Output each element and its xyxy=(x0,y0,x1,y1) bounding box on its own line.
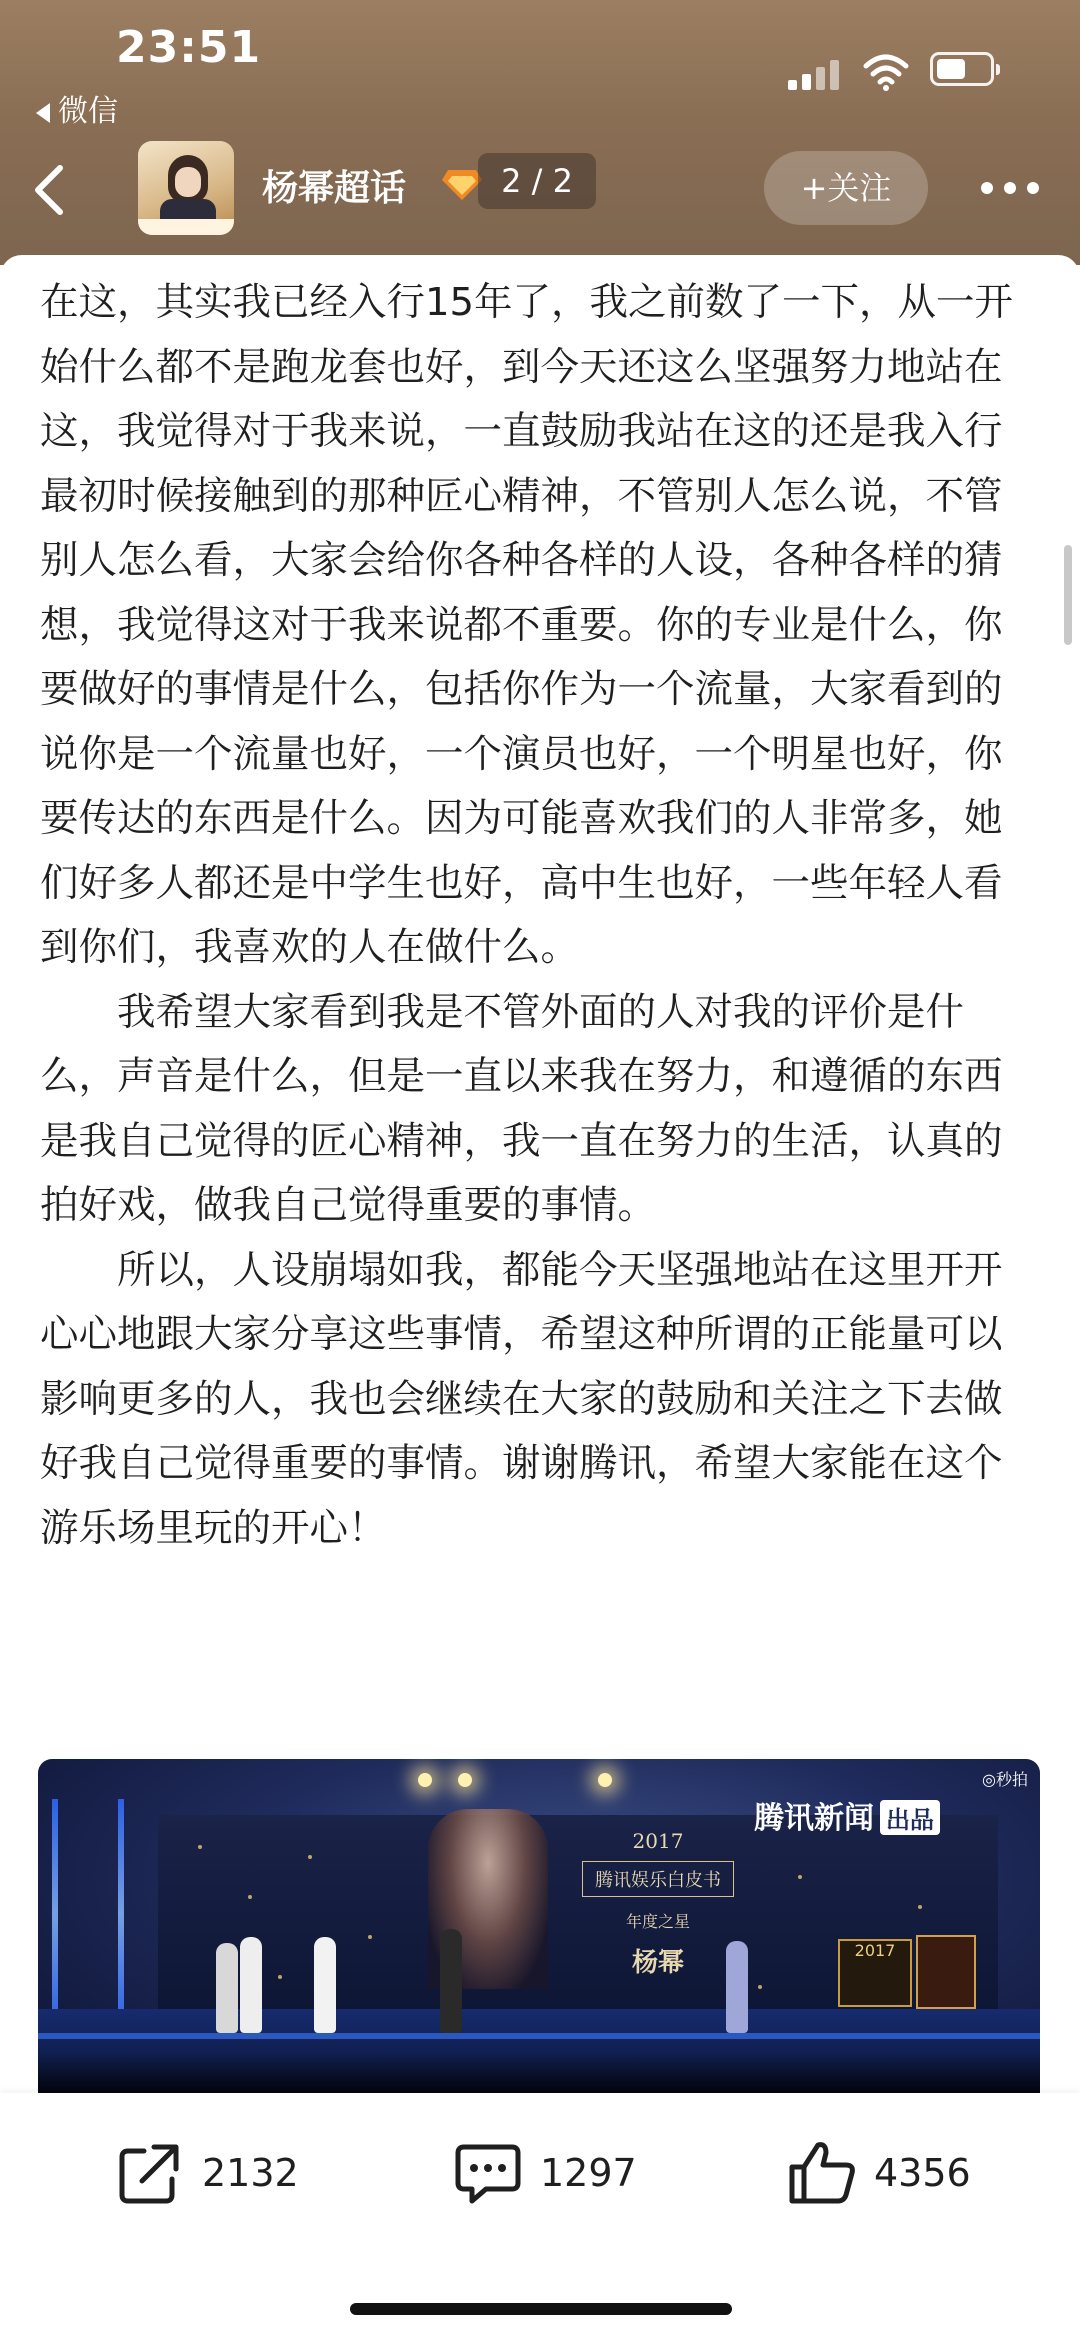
video-player[interactable] xyxy=(38,1759,1040,2093)
video-logo-tag: 出品 xyxy=(880,1800,940,1835)
status-time: 23:51 xyxy=(116,22,262,73)
wifi-icon xyxy=(862,52,910,92)
back-to-app[interactable] xyxy=(36,86,118,130)
post-content xyxy=(0,255,1080,2093)
award-subtitle: 年度之星 xyxy=(625,1912,690,1931)
share-button[interactable] xyxy=(114,2133,299,2213)
battery-icon xyxy=(930,52,994,86)
crowd-shadow xyxy=(38,2053,1040,2093)
signal-icon xyxy=(788,58,844,90)
video-logo-text: 腾讯新闻 xyxy=(754,1801,874,1836)
follow-button[interactable]: +关注 xyxy=(764,151,928,225)
share-count: 2132 xyxy=(202,2151,299,2195)
award-title: 腾讯娱乐白皮书 xyxy=(582,1861,734,1897)
article-paragraph: 在这，其实我已经入行15年了，我之前数了一下，从一开始什么都不是跑龙套也好，到今天还这么坚强努力地站在这，我觉得对于我来说，一直鼓励我站在这的还是我入行最初时候接触到的那种匠心精神，不管别人怎么说，不管别人怎么看，大家会给你各种各样的人设，各种各样的猜想，我觉得这对于我来说都不重要。你的专业是什么，你要做好的事情是什么，包括你作为一个流量，大家看到的说你是一个流量也好，一个演员也好，一个明星也好，你要传达的东西是什么。因为可能喜欢我们的人非常多，她们好多人都还是中学生也好，高中生也好，一些年轻人看到你们，我喜欢的人在做什么。 xyxy=(40,280,1013,970)
award-year: 2017 xyxy=(632,1829,684,1853)
back-triangle-icon xyxy=(36,103,50,123)
article-text xyxy=(40,271,1040,1561)
video-source-tag: ◎秒拍 xyxy=(982,1770,1028,1789)
article-paragraph: 我希望大家看到我是不管外面的人对我的评价是什么，声音是什么，但是一直以来我在努力，和遵循的东西是我自己觉得的匠心精神，我一直在努力的生活，认真的拍好戏，做我自己觉得重要的事情。 xyxy=(40,989,1003,1228)
award-name: 杨幂 xyxy=(631,1948,684,1978)
scrollbar[interactable] xyxy=(1064,545,1072,645)
comment-button[interactable] xyxy=(452,2133,637,2213)
award-board-2 xyxy=(916,1935,976,2009)
article-paragraph: 所以，人设崩塌如我，都能今天坚强地站在这里开开心心地跟大家分享这些事情，希望这种所谓的正能量可以影响更多的人，我也会继续在大家的鼓励和关注之下去做好我自己觉得重要的事情。谢谢腾讯，希望大家能在这个游乐场里玩的开心！ xyxy=(40,1247,1003,1551)
more-options-icon[interactable] xyxy=(975,172,1045,202)
back-app-label: 微信 xyxy=(58,94,118,129)
page-title[interactable]: 杨幂超话 xyxy=(262,168,407,209)
thumbs-up-icon xyxy=(786,2137,858,2209)
award-board: 2017 xyxy=(838,1939,912,2007)
share-icon xyxy=(114,2137,186,2209)
avatar[interactable] xyxy=(138,141,234,235)
back-arrow-icon[interactable] xyxy=(28,160,72,220)
comment-count: 1297 xyxy=(540,2151,637,2195)
comment-icon xyxy=(452,2137,524,2209)
video-logo xyxy=(754,1793,940,1837)
action-bar xyxy=(0,2093,1080,2338)
home-indicator[interactable] xyxy=(350,2303,732,2315)
header-bar xyxy=(0,0,1080,265)
like-count: 4356 xyxy=(874,2151,971,2195)
like-button[interactable] xyxy=(786,2133,971,2213)
page-indicator: 2 / 2 xyxy=(478,153,596,209)
